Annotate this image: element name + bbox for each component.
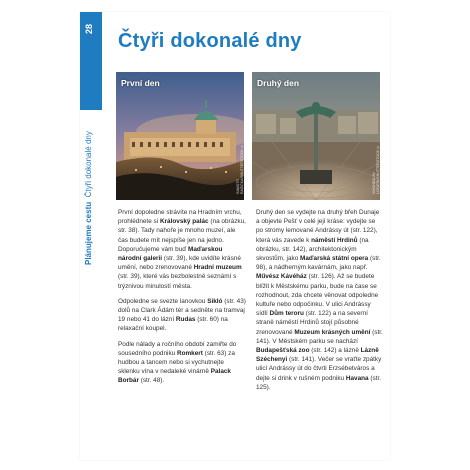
page-number: 28 xyxy=(84,24,94,35)
photo-label-day-one: První den xyxy=(121,78,160,88)
photo-day-two xyxy=(252,72,380,200)
highlighted-place: Havana xyxy=(345,374,369,382)
text-run: (str. 43) dolů na Clark Ádám tér a sedněte na tramvaj 19 nebo 41 do lázní xyxy=(118,297,246,324)
paragraph xyxy=(118,208,246,291)
text-run: Odpoledne se svezte lanovkou xyxy=(118,297,208,305)
side-running-head xyxy=(84,115,98,265)
highlighted-place: Sikló xyxy=(207,297,223,305)
photo-credit-day-one: SAMOTO RAŠIĆKA/SHUTTERSTOCK © xyxy=(236,144,244,194)
text-run: (str. 60) na relaxační koupel. xyxy=(118,316,228,333)
highlighted-place: Maďarskou národní galerii xyxy=(118,245,223,263)
text-run: (str. 63) za hudbou a tancem nebo si vychutnejte sklenku vína v nedaleké vinárně xyxy=(118,349,235,376)
highlighted-place: náměstí Hrdinů xyxy=(311,236,358,244)
photo-credit-day-two: VIACHESLAV LOPATIN/SHUTTERSTOCK © xyxy=(372,145,380,194)
chapter-label: Čtyři dokonalé dny xyxy=(84,131,93,198)
highlighted-place: Budapešťská zoo xyxy=(256,347,310,355)
text-run: (str. 126). Až se budete blížit k Městskému parku, bude na čase se rozhodnout, zda chcete věnovat odpoledne kultuře nebo odpočinku. V ulici Andrássy sídlí xyxy=(256,273,379,318)
paragraph xyxy=(118,340,246,386)
paragraph xyxy=(118,297,246,334)
highlighted-place: Palack Borbár xyxy=(118,368,231,385)
highlighted-place: Hradní muzeum xyxy=(193,264,242,272)
text-run: (na obrázku, str. 142), architektonickým skvostům, jako xyxy=(256,236,369,263)
photo-label-day-two: Druhý den xyxy=(257,78,300,88)
column-day-two xyxy=(256,208,384,398)
photo-day-one xyxy=(116,72,244,200)
text-run: (str. 39), které vás bezbolestně seznámí s trýznivou minulostí města. xyxy=(118,273,237,290)
paragraph xyxy=(256,208,384,392)
text-run: (str. 125). xyxy=(256,374,382,391)
highlighted-place: Muzeum krásných umění xyxy=(294,328,371,336)
text-run: (str. 122) a na severní straně náměstí Hrdinů stojí působné zrenovované xyxy=(256,310,368,336)
text-run: První dopoledne strávíte na Hradním vrchu, prohlédnete si xyxy=(118,209,242,226)
highlighted-place: Královský palác xyxy=(159,218,209,226)
section-label: Plánujeme cestu xyxy=(84,201,93,265)
text-run: (na obrázku, str. 38). Tady nahoře je mnoho muzeí, ale čas budete mít nejspíše jen na jedno. Doporučujeme vám buď xyxy=(118,218,246,253)
text-run: Druhý den se vydejte na druhý břeh Dunaje a objevte Pešť v celé její kráse: vydejte se po stromy lemované Andrássy út (str. 122), která vás zavede k xyxy=(256,209,380,244)
text-run: (str. 141). Večer se vraťte zpátky ulicí Andrássy út do čtvrti Erzsébetváros a dejte si drink v rušném podniku xyxy=(256,356,382,382)
column-day-one xyxy=(118,208,246,392)
highlighted-place: Dům teroru xyxy=(269,310,304,318)
text-run: (str. 141). V Městském parku se nachází xyxy=(256,328,383,345)
heroes-square-illustration xyxy=(252,72,380,200)
highlighted-place: Romkert xyxy=(176,349,203,357)
highlighted-place: Művész Kávéház xyxy=(256,273,307,281)
text-run: (str. 98), a nádherným kavárnám, jako např. xyxy=(256,255,381,272)
text-run: (str. 142) a lázně xyxy=(309,347,361,355)
highlighted-place: Rudas xyxy=(175,316,196,324)
page-title: Čtyři dokonalé dny xyxy=(118,30,302,52)
text-run: (str. 48). xyxy=(138,377,165,385)
highlighted-place: Lázně Széchenyi xyxy=(256,347,379,364)
text-run: Podle nálady a ročního období zamiřte do sousedního podniku xyxy=(118,340,237,357)
text-run: (str. 39), kde uvidíte krásné umění, nebo zrenovované xyxy=(118,255,241,272)
highlighted-place: Maďarská státní opera xyxy=(300,255,369,263)
castle-illustration xyxy=(116,72,244,200)
